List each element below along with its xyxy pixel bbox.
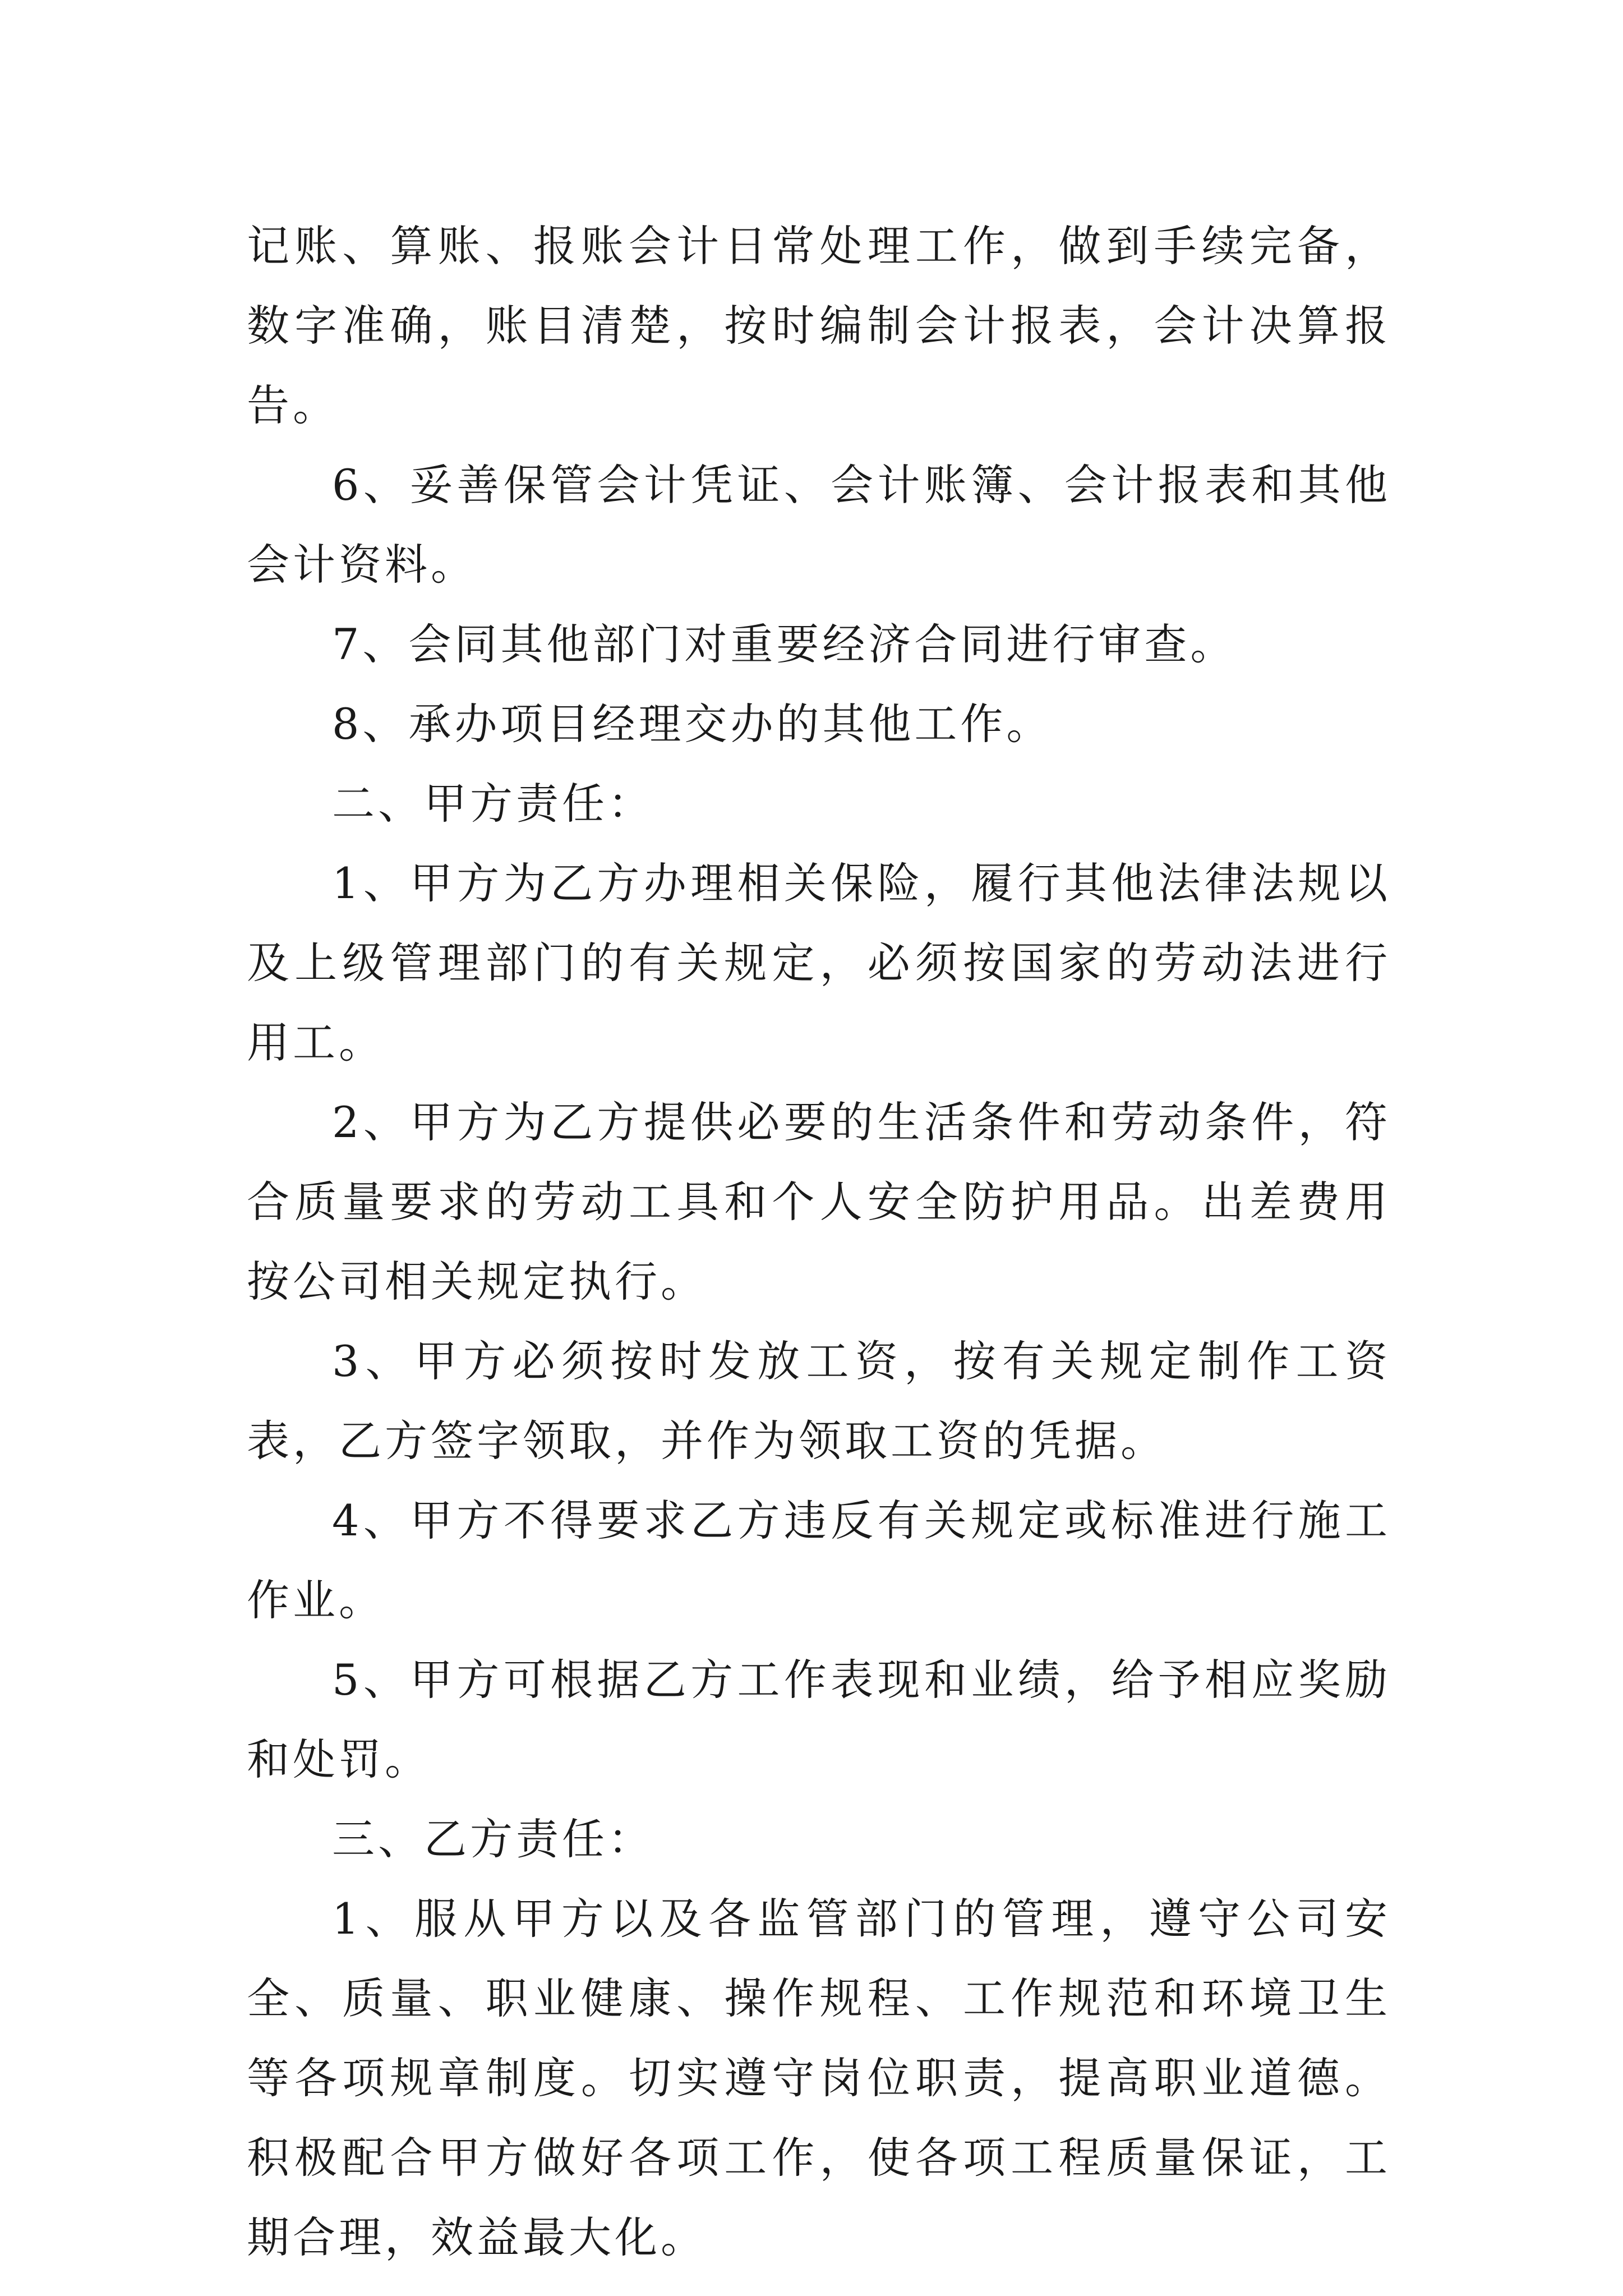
- paragraph-party-a-item-1: 1、甲方为乙方办理相关保险，履行其他法律法规以及上级管理部门的有关规定，必须按国家的劳动法进行用工。: [247, 858, 1391, 1068]
- paragraph-item-7: 7、会同其他部门对重要经济合同进行审查。: [332, 619, 1237, 669]
- paragraph-item-6: 6、妥善保管会计凭证、会计账簿、会计报表和其他会计资料。: [247, 460, 1391, 590]
- section-heading-party-b: 三、乙方责任：: [332, 1814, 654, 1864]
- paragraph-party-a-item-3: 3、甲方必须按时发放工资，按有关规定制作工资表，乙方签字领取，并作为领取工资的凭据。: [247, 1336, 1391, 1466]
- paragraph-party-b-item-1: 1、服从甲方以及各监管部门的管理，遵守公司安全、质量、职业健康、操作规程、工作规范和环境卫生等各项规章制度。切实遵守岗位职责，提高职业道德。积极配合甲方做好各项工作，使各项工程质量保证，工期合理，效益最大化。: [247, 1894, 1391, 2262]
- document-body: [247, 206, 1391, 2277]
- paragraph-item-8: 8、承办项目经理交办的其他工作。: [332, 699, 1053, 749]
- paragraph-party-a-item-4: 4、甲方不得要求乙方违反有关规定或标准进行施工作业。: [247, 1496, 1391, 1625]
- section-heading-party-a: 二、甲方责任：: [332, 779, 654, 829]
- paragraph-accounting-duties-continued: 记账、算账、报账会计日常处理工作，做到手续完备，数字准确，账目清楚，按时编制会计报表，会计决算报告。: [247, 221, 1391, 430]
- paragraph-party-a-item-2: 2、甲方为乙方提供必要的生活条件和劳动条件，符合质量要求的劳动工具和个人安全防护用品。出差费用按公司相关规定执行。: [247, 1097, 1391, 1306]
- paragraph-party-a-item-5: 5、甲方可根据乙方工作表现和业绩，给予相应奖励和处罚。: [247, 1655, 1391, 1784]
